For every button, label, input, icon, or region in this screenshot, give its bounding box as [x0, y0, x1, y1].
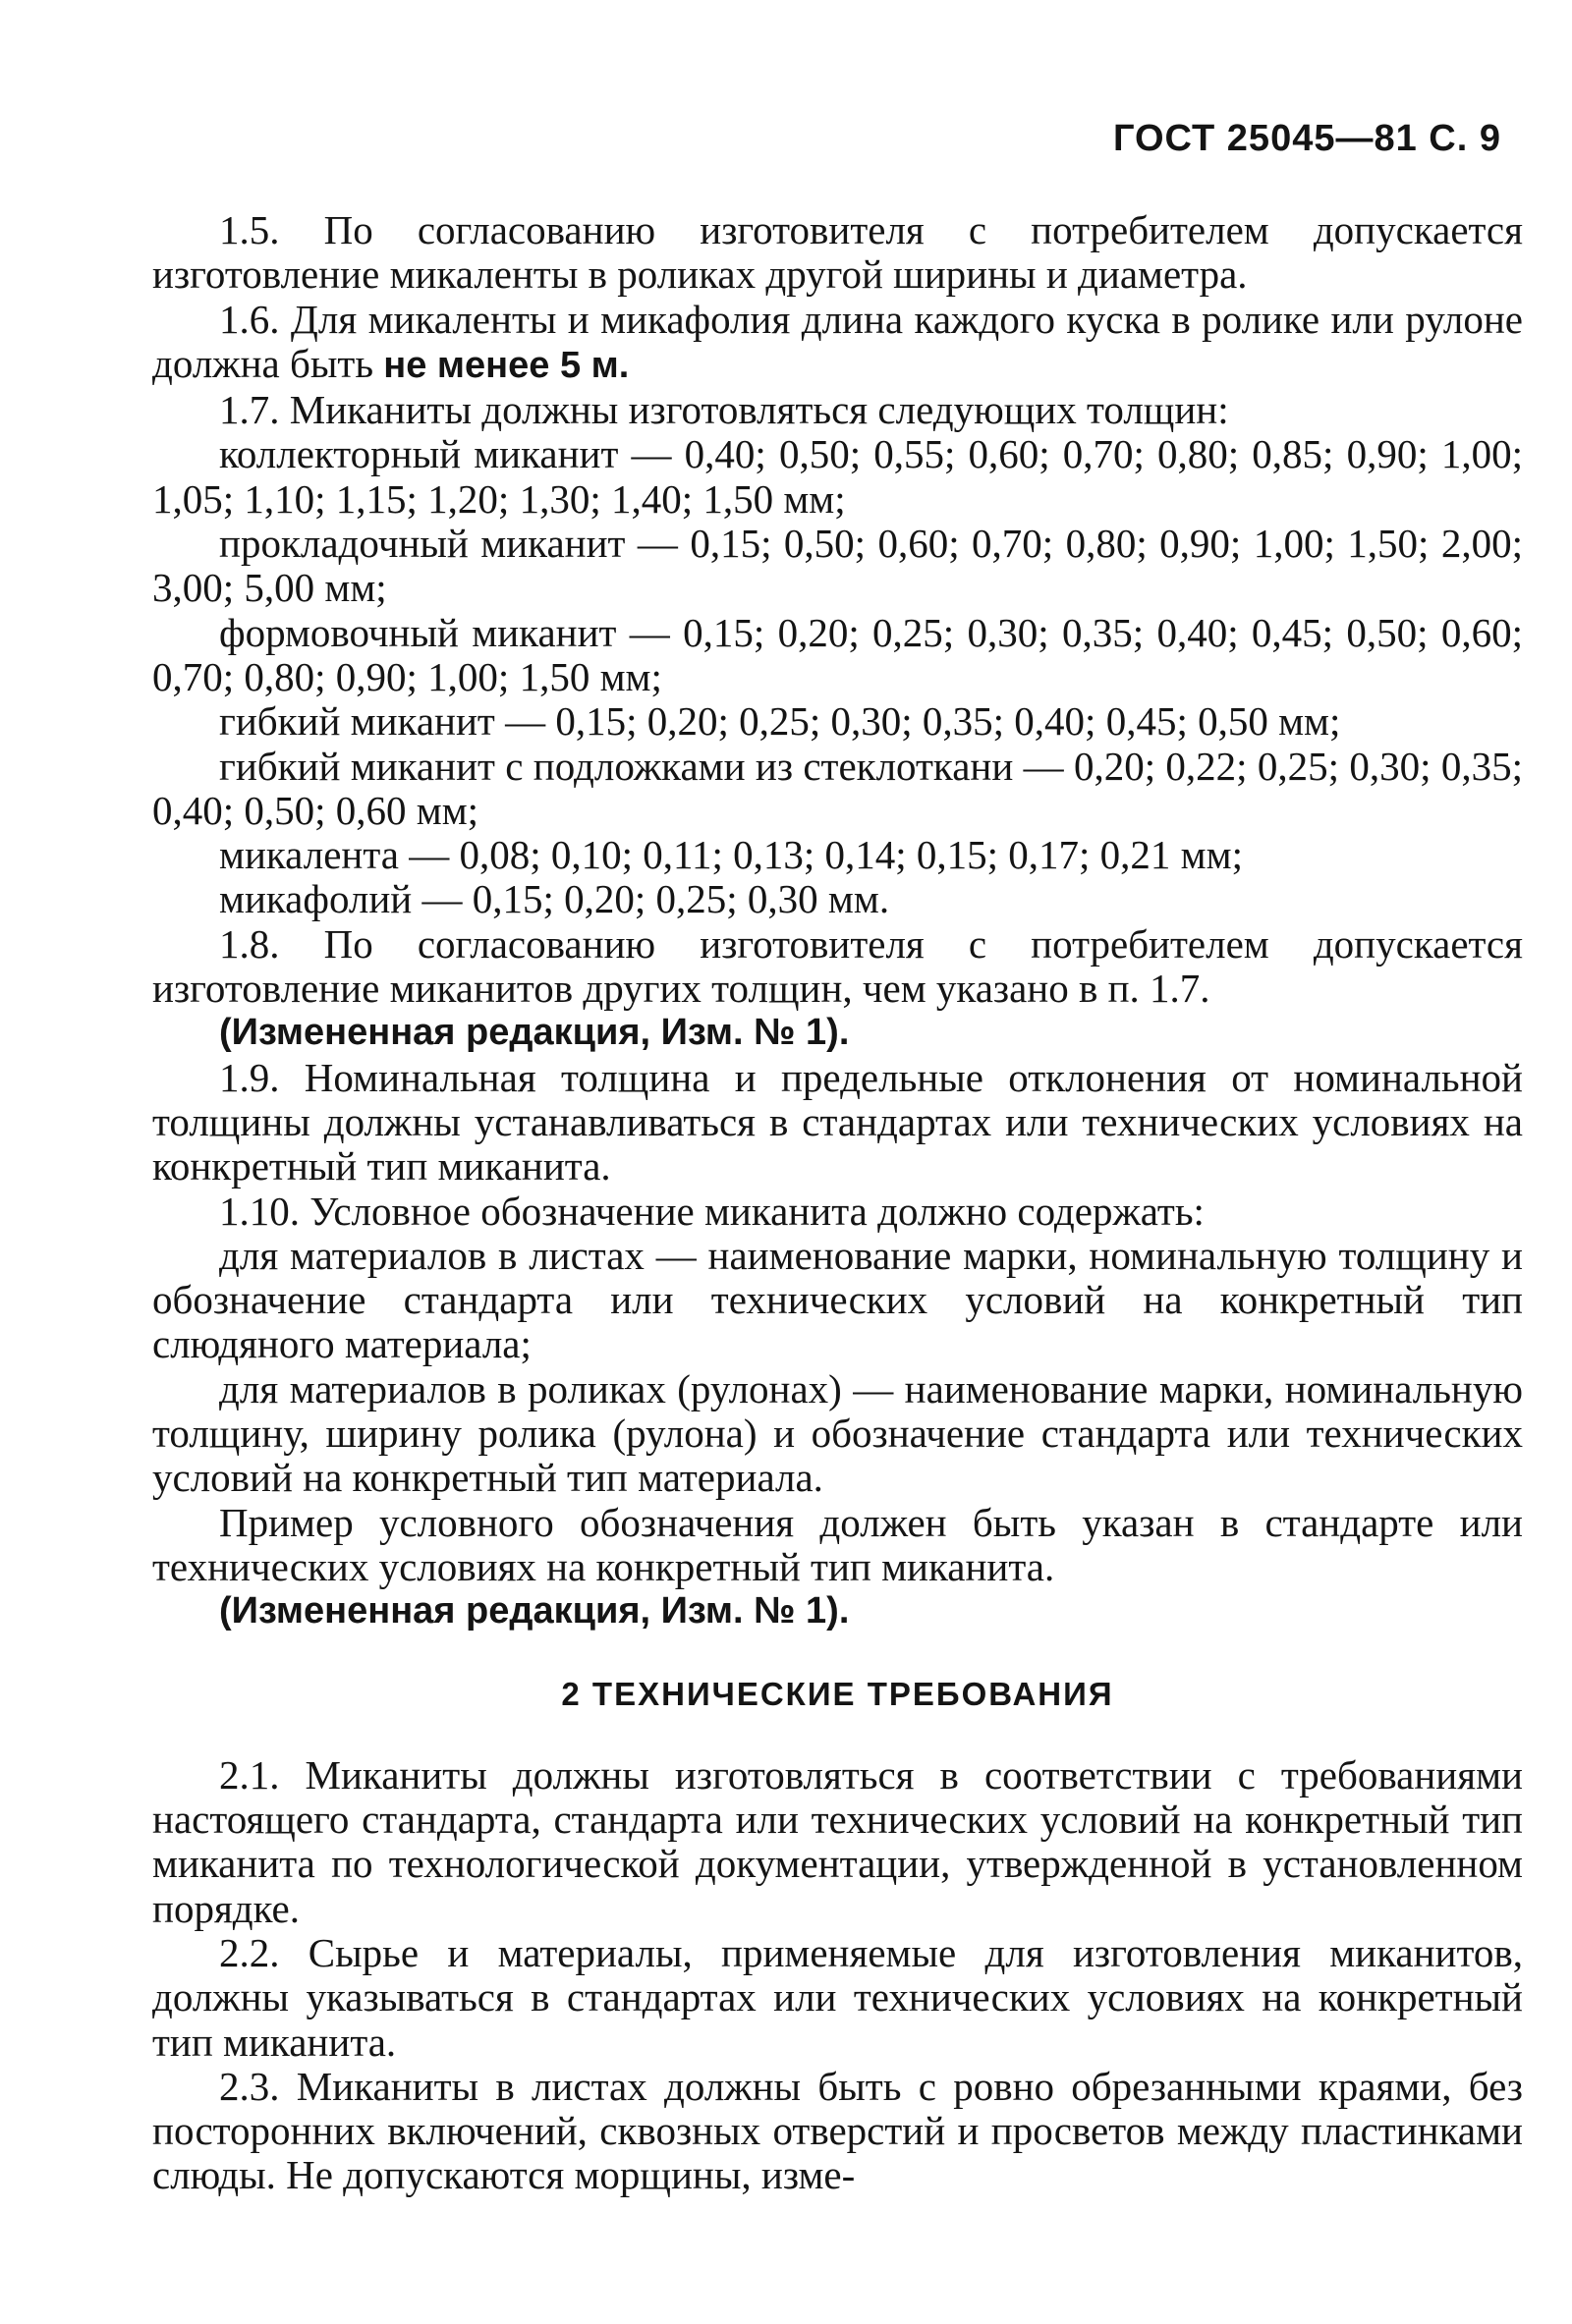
- thickness-list-item: прокладочный миканит — 0,15; 0,50; 0,60; 0,70; 0,80; 0,90; 1,00; 1,50; 2,00; 3,00; 5,00 мм;: [152, 521, 1523, 611]
- thickness-list-item: гибкий миканит с подложками из стеклоткани — 0,20; 0,22; 0,25; 0,30; 0,35; 0,40; 0,50; 0,60 мм;: [152, 743, 1523, 833]
- thickness-list-item: микалента — 0,08; 0,10; 0,11; 0,13; 0,14; 0,15; 0,17; 0,21 мм;: [219, 832, 1243, 878]
- body-text: [152, 208, 1523, 2198]
- clause-1-6-text: 1.6. Для микаленты и микафолия длина каждого куска в ролике или рулоне должна быть: [152, 296, 1523, 386]
- clause-1-6: [152, 298, 1523, 389]
- thickness-list-item: формовочный миканит — 0,15; 0,20; 0,25; 0,30; 0,35; 0,40; 0,45; 0,50; 0,60; 0,70; 0,80; 0,90; 1,00; 1,50 мм;: [152, 609, 1523, 699]
- clause-1-6-bold: не менее 5 м.: [383, 344, 630, 386]
- clause-1-9: 1.9. Номинальная толщина и предельные отклонения от номинальной толщины должны устанавливаться в стандартах или технических условиях на конкретный тип миканита.: [152, 1054, 1523, 1190]
- clause-1-5: 1.5. По согласованию изготовителя с потребителем допускается изготовление микаленты в роликах другой ширины и диаметра.: [152, 207, 1523, 298]
- thickness-list-item: микафолий — 0,15; 0,20; 0,25; 0,30 мм.: [219, 876, 890, 922]
- amendment-note: (Измененная редакция, Изм. № 1).: [219, 1012, 850, 1054]
- section-title: 2 ТЕХНИЧЕСКИЕ ТРЕБОВАНИЯ: [561, 1675, 1114, 1712]
- clause-2-3: 2.3. Миканиты в листах должны быть с ровно обрезанными краями, без посторонних включений, сквозных отверстий и просветов между пластинками слюды. Не допускаются морщины, изме-: [152, 2063, 1523, 2198]
- running-header: ГОСТ 25045—81 С. 9: [1112, 118, 1501, 159]
- clause-2-1: 2.1. Миканиты должны изготовляться в соответствии с требованиями настоящего стандарта, стандарта или технических условий на конкретный тип миканита по технологической документации, утвержденной в установленном порядке.: [152, 1751, 1523, 1931]
- designation-list-item: для материалов в листах — наименование марки, номинальную толщину и обозначение стандарта или технических условий на конкретный тип слюдяного материала;: [152, 1232, 1523, 1367]
- amendment-note: (Измененная редакция, Изм. № 1).: [219, 1590, 850, 1632]
- clause-1-8: 1.8. По согласованию изготовителя с потребителем допускается изготовление миканитов других толщин, чем указано в п. 1.7.: [152, 920, 1523, 1012]
- clause-1-7: 1.7. Миканиты должны изготовляться следующих толщин:: [219, 387, 1229, 433]
- clause-1-10: 1.10. Условное обозначение миканита должно содержать:: [219, 1188, 1205, 1234]
- clause-2-2: 2.2. Сырье и материалы, применяемые для изготовления миканитов, должны указываться в стандартах или технических условиях на конкретный тип миканита.: [152, 1929, 1523, 2065]
- thickness-list-item: коллекторный миканит — 0,40; 0,50; 0,55; 0,60; 0,70; 0,80; 0,85; 0,90; 1,00; 1,05; 1,10; 1,15; 1,20; 1,30; 1,40; 1,50 мм;: [152, 431, 1523, 522]
- designation-example: Пример условного обозначения должен быть указан в стандарте или технических условиях на конкретный тип миканита.: [152, 1499, 1523, 1589]
- thickness-list-item: гибкий миканит — 0,15; 0,20; 0,25; 0,30; 0,35; 0,40; 0,45; 0,50 мм;: [219, 698, 1341, 745]
- designation-list-item: для материалов в роликах (рулонах) — наименование марки, номинальную толщину, ширину ролика (рулона) и обозначение стандарта или технических условий на конкретный тип материала.: [152, 1365, 1523, 1501]
